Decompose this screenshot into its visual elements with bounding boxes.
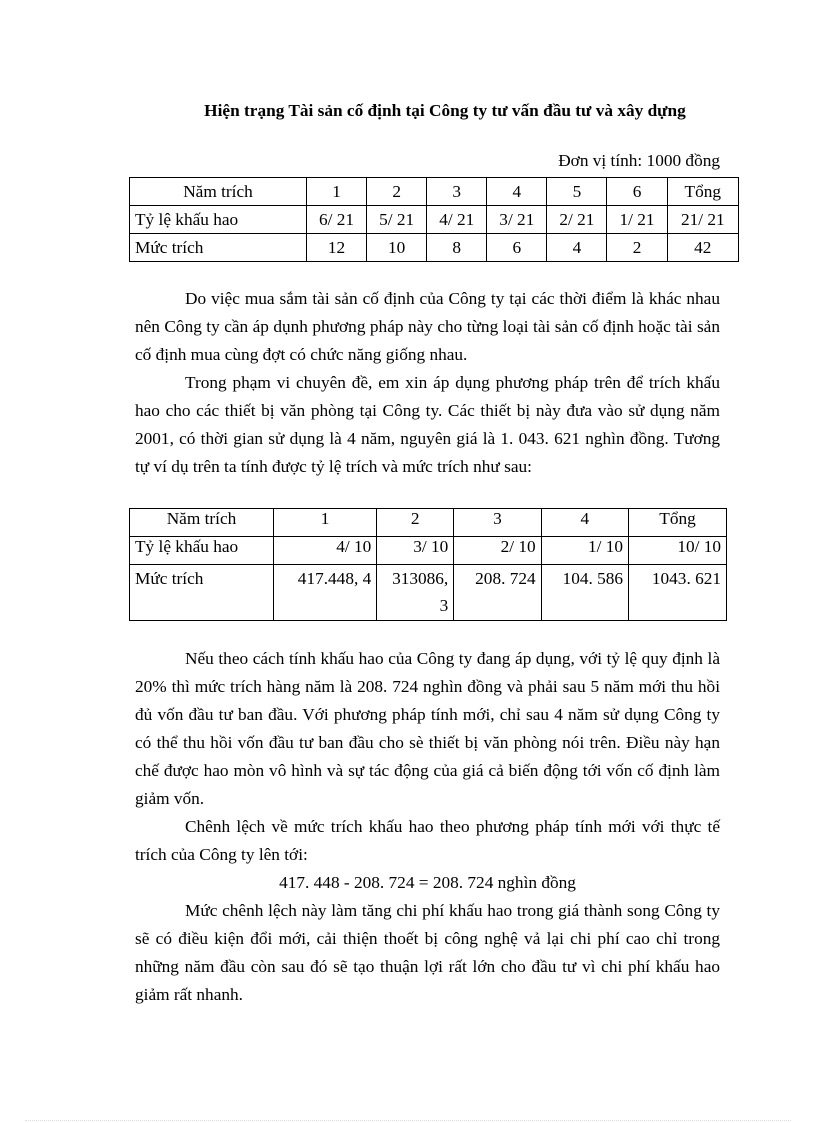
table-cell: 2 <box>607 234 667 262</box>
table-cell: 417.448, 4 <box>274 565 377 621</box>
table-cell: 3/ 10 <box>377 537 454 565</box>
table-cell: 6/ 21 <box>307 206 367 234</box>
table-cell: 2 <box>367 178 427 206</box>
table-cell: 104. 586 <box>541 565 628 621</box>
table-cell: 6 <box>487 234 547 262</box>
table-cell: Năm trích <box>130 178 307 206</box>
table-cell: Mức trích <box>130 565 274 621</box>
table-cell: 4/ 21 <box>427 206 487 234</box>
unit-note: Đơn vị tính: 1000 đồng <box>558 151 720 170</box>
table-cell: Tổng <box>629 509 727 537</box>
paragraph: Nếu theo cách tính khấu hao của Công ty đang áp dụng, với tỷ lệ quy định là 20% thì mức trích hàng năm là 208. 724 nghìn đồng và phải sau 5 năm mới thu hồi đủ vốn đầu tư ban đầu. Với phương pháp tính mới, chỉ sau 4 năm sử dụng Công ty có thể thu hồi vốn đầu tư ban đầu cho sè thiết bị văn phòng nói trên. Điều này hạn chế được hao mòn vô hình và sự tác động của giá cả biến động tới vốn cố định làm giảm vốn. <box>135 649 720 808</box>
depreciation-table-1 <box>129 177 739 262</box>
body-section-2 <box>135 645 720 1009</box>
table-header-row <box>130 178 739 206</box>
table-cell: 21/ 21 <box>667 206 738 234</box>
document-title: Hiện trạng Tài sản cố định tại Công ty tư vấn đầu tư và xây dựng <box>204 101 686 120</box>
page-divider <box>25 1120 791 1121</box>
table-cell: 12 <box>307 234 367 262</box>
depreciation-table-2 <box>129 508 727 621</box>
table-cell: 3/ 21 <box>487 206 547 234</box>
paragraph: Chênh lệch về mức trích khấu hao theo phương pháp tính mới với thực tế trích của Công ty lên tới: <box>135 817 720 864</box>
table-row <box>130 234 739 262</box>
table-cell: 10 <box>367 234 427 262</box>
table-row <box>130 565 727 621</box>
paragraph: Trong phạm vi chuyên đề, em xin áp dụng phương pháp trên để trích khấu hao cho các thiết bị văn phòng tại Công ty. Các thiết bị này đưa vào sử dụng năm 2001, có thời gian sử dụng là 4 năm, nguyên giá là 1. 043. 621 nghìn đồng. Tương tự ví dụ trên ta tính được tỷ lệ trích và mức trích như sau: <box>135 373 720 476</box>
table-cell: 5/ 21 <box>367 206 427 234</box>
table-cell: 5 <box>547 178 607 206</box>
table-cell: 1/ 21 <box>607 206 667 234</box>
table-cell: 3 <box>454 509 541 537</box>
table-cell: 1043. 621 <box>629 565 727 621</box>
table-cell: 2/ 21 <box>547 206 607 234</box>
table-cell: Năm trích <box>130 509 274 537</box>
table-cell: 4/ 10 <box>274 537 377 565</box>
body-section-1 <box>135 285 720 481</box>
table-cell: 208. 724 <box>454 565 541 621</box>
table-cell: 1/ 10 <box>541 537 628 565</box>
table-row <box>130 537 727 565</box>
table-cell: 3 <box>427 178 487 206</box>
paragraph: Do việc mua sắm tài sản cố định của Công ty tại các thời điểm là khác nhau nên Công ty cần áp dụnh phương pháp này cho từng loại tài sản cố định hoặc tài sản cố định mua cùng đợt có chức năng giống nhau. <box>135 289 720 364</box>
table-cell: 42 <box>667 234 738 262</box>
table-cell: 4 <box>487 178 547 206</box>
table-cell: 6 <box>607 178 667 206</box>
table-cell: Tỷ lệ khấu hao <box>130 537 274 565</box>
table-cell: Tỷ lệ khấu hao <box>130 206 307 234</box>
formula-line: 417. 448 - 208. 724 = 208. 724 nghìn đồng <box>279 873 576 892</box>
table-cell: 4 <box>547 234 607 262</box>
table-cell: 4 <box>541 509 628 537</box>
table-cell: 2/ 10 <box>454 537 541 565</box>
paragraph: Mức chênh lệch này làm tăng chi phí khấu hao trong giá thành song Công ty sẽ có điều kiện đổi mới, cải thiện thoết bị công nghệ vả lại chi phí cao chỉ trong những năm đầu còn sau đó sẽ tạo thuận lợi rất lớn cho đầu tư vì chi phí khấu hao giảm rất nhanh. <box>135 901 720 1004</box>
table-row <box>130 206 739 234</box>
table-cell: 8 <box>427 234 487 262</box>
table-cell: 10/ 10 <box>629 537 727 565</box>
table-cell: 313086, 3 <box>377 565 454 621</box>
table-cell: Mức trích <box>130 234 307 262</box>
table-header-row <box>130 509 727 537</box>
table-cell: 2 <box>377 509 454 537</box>
table-cell: 1 <box>307 178 367 206</box>
table-cell: 1 <box>274 509 377 537</box>
table-cell: Tổng <box>667 178 738 206</box>
